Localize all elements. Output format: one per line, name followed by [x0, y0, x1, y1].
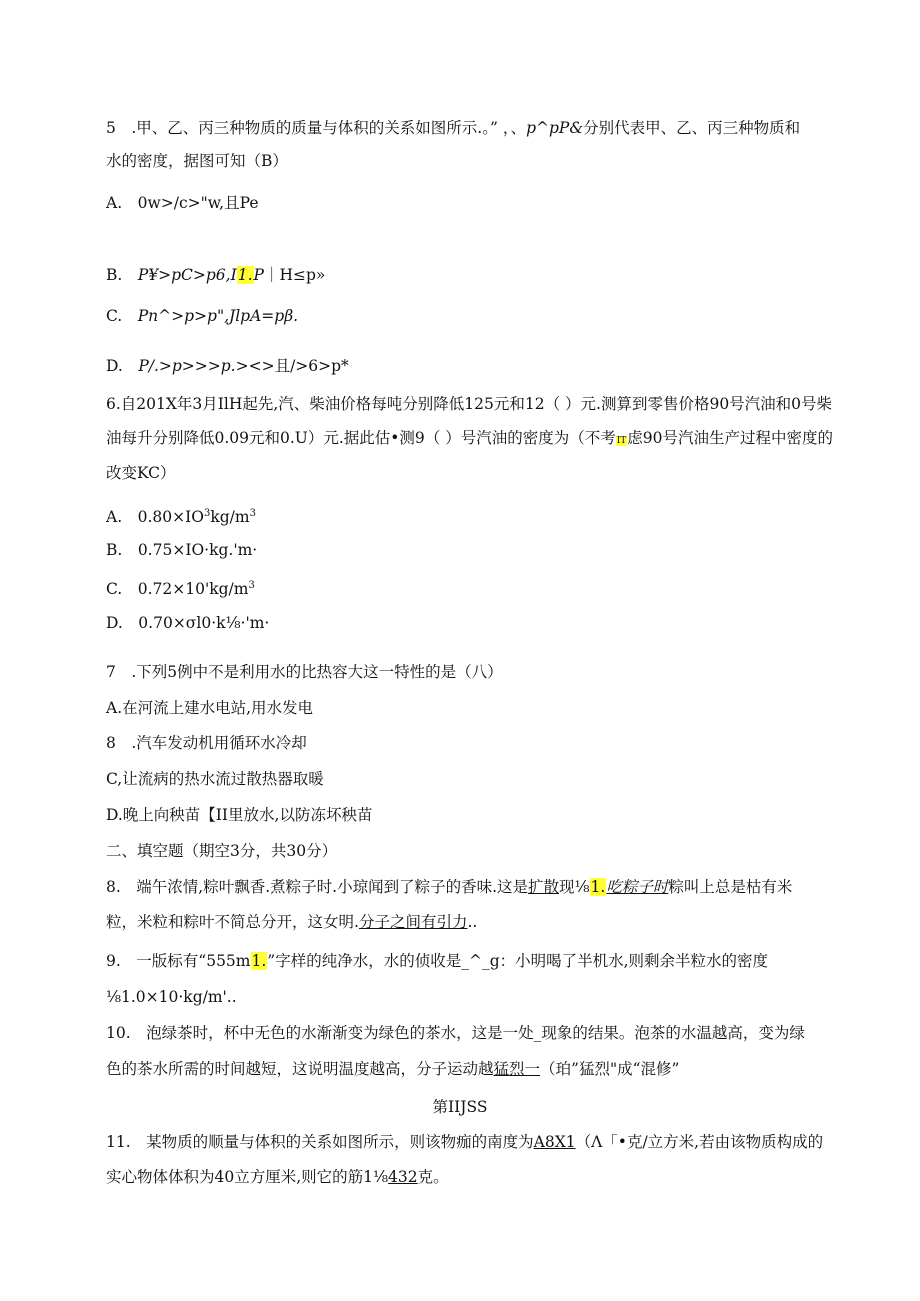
q8-italic: 吃粽子时 [606, 878, 669, 896]
q6-line3: 改变KC） [106, 464, 176, 482]
q5-c-prefix: C. [106, 307, 138, 325]
q11-line2 [106, 1166, 826, 1188]
q5-c-formula: Pn^>p>p",JlpA=pβ. [137, 307, 299, 325]
q7-option-a: A.在河流上建水电站,用水发电 [106, 699, 314, 717]
q9-line1 [106, 950, 826, 972]
q5-text-c: 分别代表甲、乙、丙三种物质和 [583, 119, 801, 137]
q5-text-a: 5 .甲、乙、丙三种物质的质量与体积的关系如图所示.。” ，、 [106, 119, 527, 137]
q6-option-a [106, 503, 826, 528]
q6-a-text: A. 0.80×IO [106, 508, 204, 527]
q8-line2-a: 粒，米粒和粽叶不简总分开，这女明. [106, 913, 359, 931]
q8-highlight: 1. [590, 878, 606, 896]
q6-line2 [106, 427, 834, 452]
q8-line1 [106, 876, 826, 898]
q6-c-text: C. 0.72×10'kg/m [106, 580, 249, 599]
q6-a-unit: kg/m [210, 508, 250, 527]
q7-option-b: 8 .汽车发动机用循环水冷却 [106, 734, 307, 752]
q6-option-c [106, 575, 826, 600]
q5-b-prefix: B. [106, 266, 138, 284]
q5-option-a: A. 0w>/c>"w,且Pe [106, 194, 259, 212]
q8-text-c: 粽叫上总是枯有米 [668, 878, 793, 896]
q10-line2-a: 色的茶水所需的时间越短，这说明温度越高，分子运动越 [106, 1060, 494, 1078]
q6-a-sup2: 3 [249, 508, 256, 519]
q11-answer2: 432 [388, 1168, 418, 1186]
q5-option-c [106, 305, 826, 327]
q7-option-d: D.晚上向秧苗【II里放水,以防冻坏秧苗 [106, 806, 373, 824]
q5-line2: 水的密度，据图可知（B） [106, 152, 288, 170]
q10-answer: 猛烈一 [493, 1060, 541, 1078]
q8-answer1: 扩散 [528, 878, 560, 896]
q6-c-sup: 3 [248, 580, 255, 591]
q11-text-a: 11. 某物质的顺量与体积的关系如图所示，则该物痂的南度为 [106, 1133, 534, 1151]
q10-line1: 10. 泡绿茶时，杯中无色的水渐渐变为绿色的茶水，这是一处_现象的结果。泡茶的水温越高，变为绿 [106, 1024, 805, 1042]
q7-option-c: C,让流病的热水流过散热器取暖 [106, 770, 324, 788]
q5-d-prefix: D. [106, 357, 139, 375]
q5-b-formula: P¥>pC>p6,I [137, 266, 237, 284]
q8-text-a: 8. 端午浓情,粽叶飘香.煮粽子时.小琼闻到了粽子的香味.这是 [106, 878, 528, 896]
q5-b-formula2: P [253, 266, 264, 284]
q5-d-formula: P/.>p>>>p.><> [138, 357, 275, 375]
q9-text-a: 9. 一版标有“555m [106, 952, 251, 970]
q6-line2-a: 油每升分别降低0.09元和0.U）元.据此估•测9（ ）号汽油的密度为（不考 [106, 429, 616, 447]
q6-line2-b: 虑90号汽油生产过程中密度的 [627, 429, 834, 447]
q8-line2 [106, 911, 826, 933]
q5-line1 [106, 117, 826, 139]
section-heading: 二、填空题（期空3分，共30分） [106, 842, 338, 860]
q8-line2-b: .. [467, 913, 478, 931]
q6-option-b: B. 0.75×IO·kg.'m· [106, 541, 258, 559]
q11-answer1: A8X1 [533, 1133, 576, 1151]
q5-b-highlight: 1. [237, 266, 253, 284]
q7-line: 7 .下列5例中不是利用水的比热容大这一特性的是（八） [106, 663, 503, 681]
q8-answer2: 分子之间有引力 [358, 913, 468, 931]
q9-text-b: ”字样的纯净水，水的侦收是_^_g：小明喝了半机水,则剩余半粒水的密度 [267, 952, 769, 970]
q5-option-b [106, 264, 826, 286]
q6-a-sup: 3 [203, 508, 211, 519]
q10-line2-b: （珀”猛烈"成“混修” [540, 1060, 680, 1078]
q9-highlight: 1. [251, 952, 267, 970]
q6-line2-mark: IT [616, 436, 627, 446]
q6-option-d: D. 0.70×σl0·k⅛·'m· [106, 614, 270, 632]
q9-line2: ⅛1.0×10·kg/m'.. [106, 988, 237, 1006]
q5-symbol: p^pP& [526, 119, 584, 137]
q5-d-tail: 且/>6>p* [274, 357, 349, 375]
q11-text-b: （Λ「•克/立方米,若由该物质构成的 [575, 1133, 824, 1151]
q11-line1 [106, 1131, 826, 1153]
q11-line2-a: 实心物体体积为40立方厘米,则它的筋1⅛ [106, 1168, 389, 1186]
q10-line2 [106, 1058, 826, 1080]
q5-b-tail: ｜H≤p» [263, 266, 326, 284]
q11-line2-b: 克。 [417, 1168, 449, 1186]
q8-text-b: 现⅛ [559, 878, 590, 896]
q5-option-d [106, 355, 826, 377]
q6-line1: 6.自201X年3月IlH起先,汽、柴油价格每吨分别降低125元和12（ ）元.测算到零售价格90号汽油和0号柴 [106, 395, 833, 413]
page-label: 第IIJSS [432, 1098, 488, 1116]
